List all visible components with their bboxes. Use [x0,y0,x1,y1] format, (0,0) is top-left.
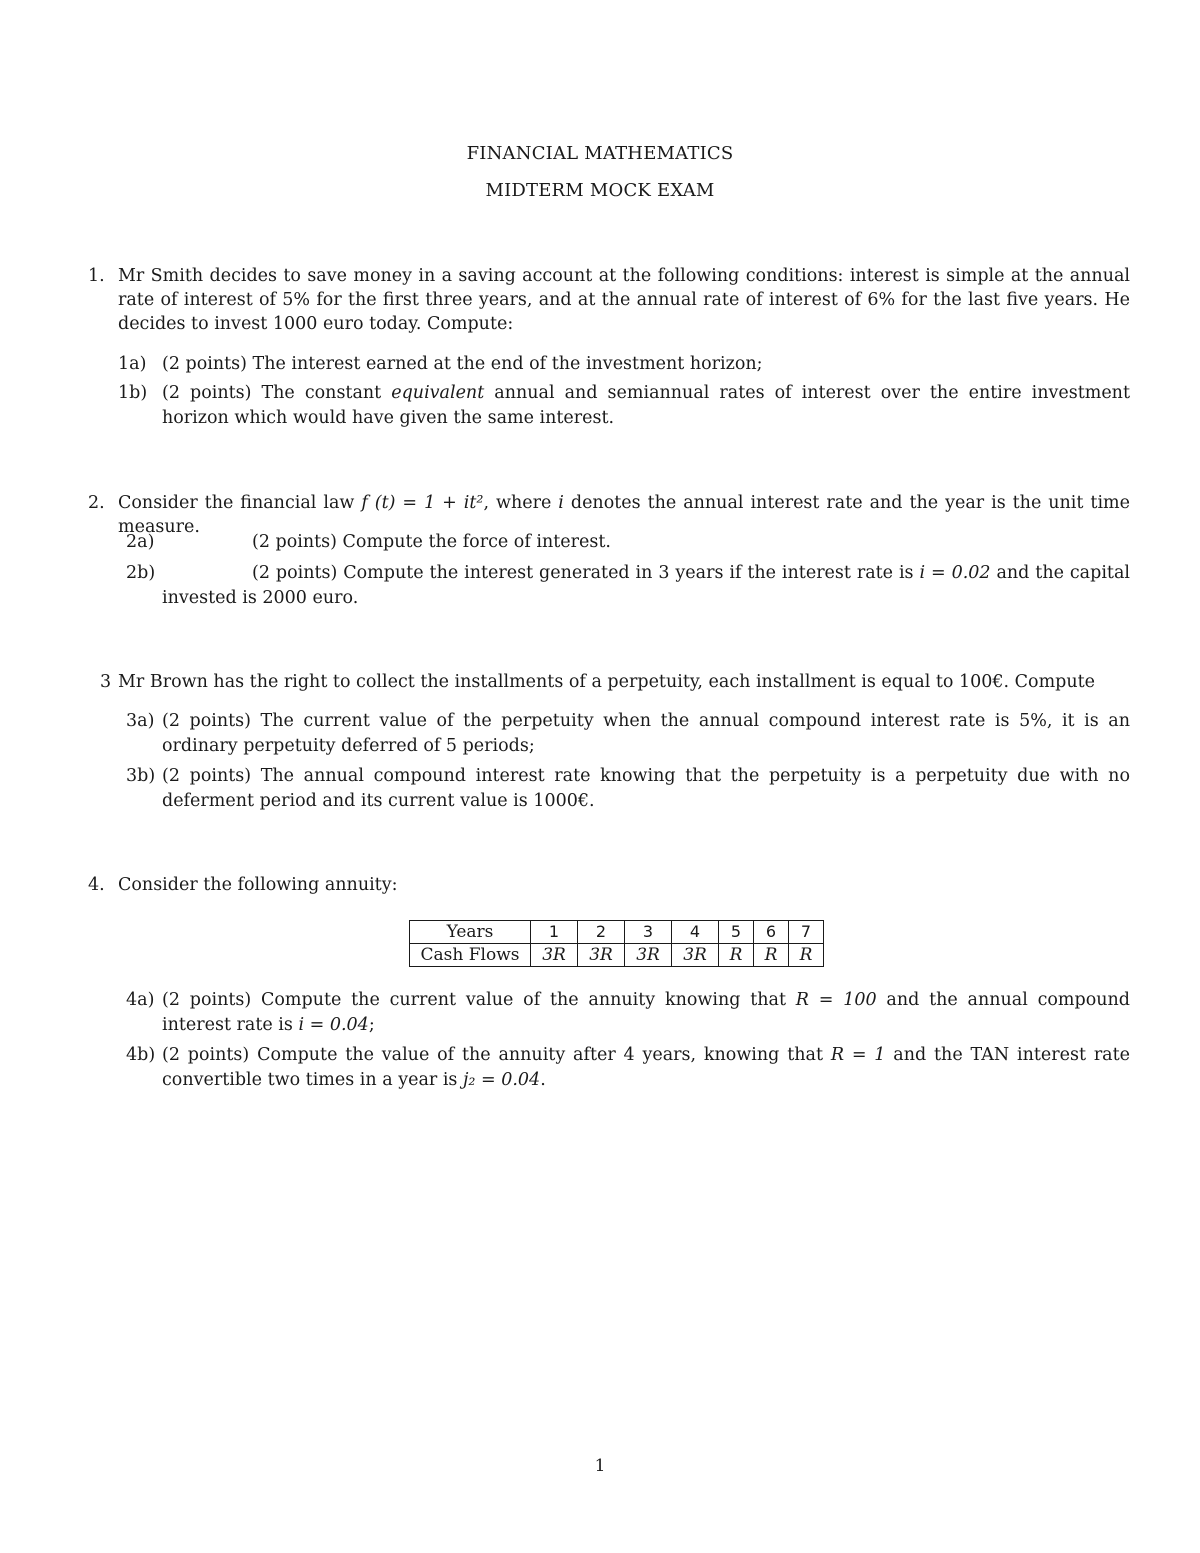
part-label: 4a) [126,990,155,1010]
part-text: (2 points) The interest earned at the end of the investment horizon; [162,354,763,374]
part-label: 1a) [118,354,147,374]
emphasis: equivalent [391,383,485,403]
table-cell: 4 [672,921,719,944]
table-cell: 6 [754,921,789,944]
part-label: 1b) [118,383,148,403]
problem-number: 1. [88,266,105,286]
problem-text: Mr Smith decides to save money in a saving account at the following conditions: interest is simple at the annual rate of interest of 5% for the first three years, and at the annual rate of interest of 6% for the last five years. He decides to invest 1000 euro today. Compute: [118,266,1130,334]
page-subtitle: MIDTERM MOCK EXAM [485,180,715,201]
formula: i = 0.04 [298,1015,369,1035]
part-text: (2 points) Compute the force of interest. [252,532,611,552]
part-3a [118,709,1130,759]
part-2a [118,530,1130,555]
problem-number: 2. [88,493,105,513]
problem-text: Mr Brown has the right to collect the installments of a perpetuity, each installment is equal to 100€. Compute [118,672,1096,692]
part-text: (2 points) The annual compound interest rate knowing that the perpetuity is a perpetuity due with no deferment period and its current value is 1000€. [162,766,1130,811]
table-cell: R [789,944,824,967]
formula: R = 100 [795,990,877,1010]
formula: j₂ = 0.04 [462,1070,541,1090]
table-cell: 3R [578,944,625,967]
table-cell: 3R [672,944,719,967]
part-1a [118,352,1130,377]
table-row-header: Cash Flows [410,944,531,967]
table-cell: 7 [789,921,824,944]
problem-4 [88,873,1130,897]
table-cell: 3R [531,944,578,967]
problem-number: 4. [88,875,105,895]
cash-flow-table [409,920,824,967]
formula: f (t) = 1 + it² [361,493,484,513]
part-text: (2 points) Compute the current value of the annuity knowing that R = 100 and the annual compound interest rate is i = 0.04; [162,990,1131,1035]
page-title: FINANCIAL MATHEMATICS [466,143,734,164]
table-cell: 3 [625,921,672,944]
part-label: 2a) [126,532,155,552]
table-row-header: Years [410,921,531,944]
part-label: 2b) [126,563,156,583]
part-label: 4b) [126,1045,156,1065]
part-4a [118,988,1130,1038]
part-text: (2 points) Compute the interest generated in 3 years if the interest rate is i = 0.02 and the capital invested is 2000 euro. [162,563,1130,608]
table-cell: 1 [531,921,578,944]
part-label: 3a) [126,711,155,731]
part-text: (2 points) The constant equivalent annual and semiannual rates of interest over the entire investment horizon which would have given the same interest. [162,383,1130,428]
part-2b [118,561,1130,611]
part-label: 3b) [126,766,156,786]
table-row-years [410,921,824,944]
problem-text: Consider the following annuity: [118,875,398,895]
formula: R = 1 [830,1045,886,1065]
part-text: (2 points) The current value of the perpetuity when the annual compound interest rate is 5%, it is an ordinary perpetuity deferred of 5 periods; [162,711,1130,756]
formula: i = 0.02 [919,563,991,583]
part-4b [118,1043,1130,1093]
table-row-cash-flows [410,944,824,967]
table-cell: R [754,944,789,967]
table-cell: 2 [578,921,625,944]
problem-3 [88,670,1130,694]
table-cell: 3R [625,944,672,967]
table-cell: 5 [719,921,754,944]
problem-text: Consider the financial law f (t) = 1 + it², where i denotes the annual interest rate and the year is the unit time measure. [118,493,1130,537]
part-1b [118,381,1130,431]
page-number: 1 [594,1456,606,1476]
part-text: (2 points) Compute the value of the annuity after 4 years, knowing that R = 1 and the TAN interest rate convertible two times in a year is j₂ = 0.04. [162,1045,1131,1090]
problem-1 [88,264,1130,336]
problem-number: 3 [100,672,112,692]
table-cell: R [719,944,754,967]
variable: i [558,493,564,513]
part-3b [118,764,1130,814]
